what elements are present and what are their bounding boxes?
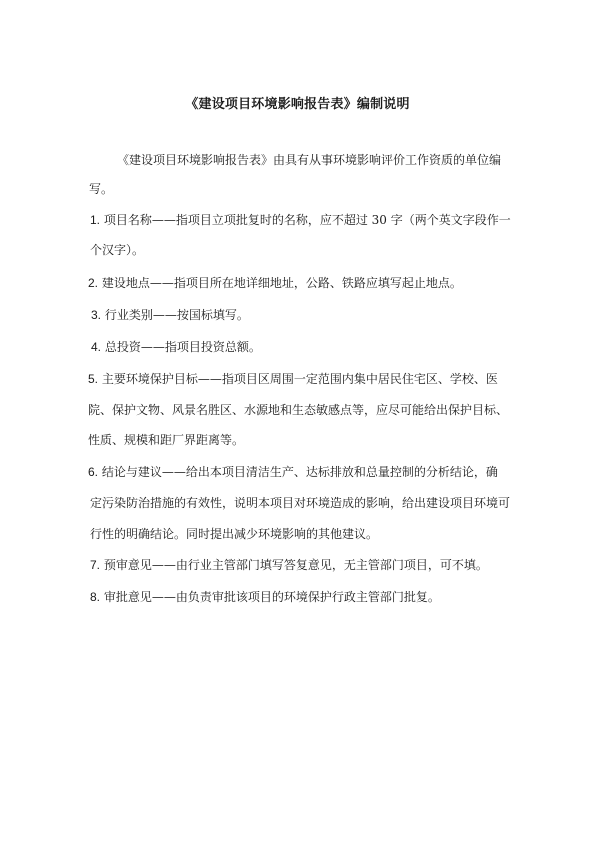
- list-item-7: [90, 558, 488, 572]
- intro-line-2: 写。: [89, 182, 114, 196]
- item-number: 3.: [91, 308, 102, 322]
- item-text: 结论与建议——给出本项目清洁生产、达标排放和总量控制的分析结论，确: [101, 465, 498, 479]
- item-text: 预审意见——由行业主管部门填写答复意见，无主管部门项目，可不填。: [103, 558, 488, 572]
- intro-line-1: 《建设项目环境影响报告表》由具有从事环境影响评价工作资质的单位编: [117, 153, 502, 167]
- item-text: 主要环境保护目标——指项目区周围一定范围内集中居民住宅区、学校、医: [101, 372, 498, 386]
- item-number: 2.: [88, 276, 99, 290]
- list-item-1-cont: 个汉字）。: [90, 243, 145, 257]
- item-number: 1.: [90, 213, 101, 227]
- item-number: 8.: [90, 590, 101, 604]
- item-text: 行业类别——按国标填写。: [104, 308, 249, 322]
- list-item-5-cont-2: 性质、规模和距厂界距离等。: [88, 433, 245, 447]
- list-item-6: [88, 465, 498, 479]
- item-text: 建设地点——指项目所在地详细地址，公路、铁路应填写起止地点。: [101, 276, 462, 290]
- list-item-5-cont-1: 院、保护文物、风景名胜区、水源地和生态敏感点等，应尽可能给出保护目标、: [88, 403, 509, 417]
- list-item-6-cont-1: 定污染防治措施的有效性，说明本项目对环境造成的影响，给出建设项目环境可: [90, 496, 511, 510]
- item-number: 7.: [90, 558, 101, 572]
- item-number: 6.: [88, 465, 99, 479]
- item-text: 项目名称——指项目立项批复时的名称，应不超过 30 字（两个英文字段作一: [103, 213, 511, 227]
- list-item-2: [88, 276, 462, 290]
- item-text: 总投资——指项目投资总额。: [104, 340, 261, 354]
- list-item-6-cont-2: 行性的明确结论。同时提出减少环境影响的其他建议。: [90, 527, 379, 541]
- list-item-4: [91, 340, 261, 354]
- item-text: 审批意见——由负责审批该项目的环境保护行政主管部门批复。: [103, 590, 440, 604]
- list-item-5: [88, 372, 498, 386]
- document-title: 《建设项目环境影响报告表》编制说明: [185, 97, 410, 112]
- item-number: 5.: [88, 372, 99, 386]
- list-item-3: [91, 308, 249, 322]
- list-item-1: [90, 213, 511, 227]
- list-item-8: [90, 590, 440, 604]
- item-number: 4.: [91, 340, 102, 354]
